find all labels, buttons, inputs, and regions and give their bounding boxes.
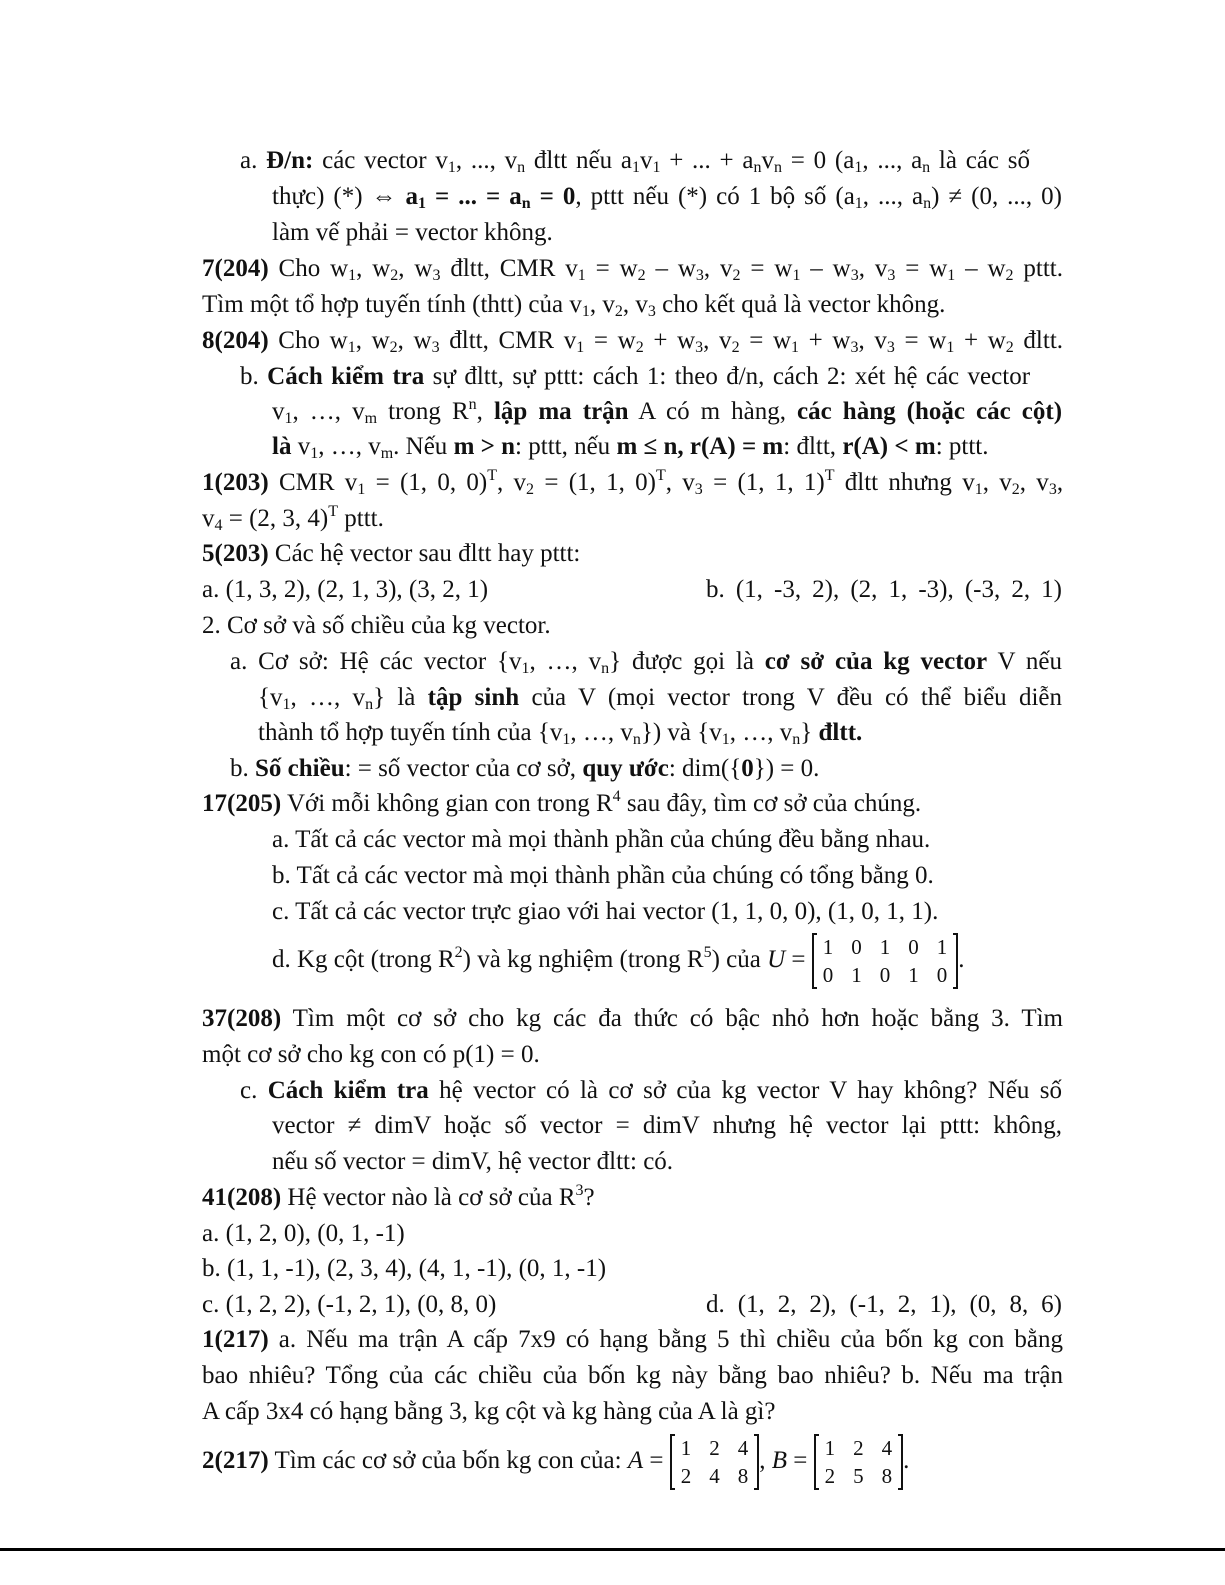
basis-check-line-1: c. Cách kiểm tra hệ vector có là cơ sở của kg vector V hay không? Nếu số bbox=[240, 1077, 1062, 1104]
matrix-U-cell: 0 bbox=[908, 935, 919, 960]
exercise-1-217-line-2: bao nhiêu? Tổng của các chiều của bốn kg này bằng bao nhiêu? b. Nếu ma trận bbox=[202, 1362, 1063, 1389]
exercise-41-208-option-b: b. (1, 1, -1), (2, 3, 4), (4, 1, -1), (0, 1, -1) bbox=[202, 1255, 607, 1282]
exercise-5-203-option-b: b. (1, -3, 2), (2, 1, -3), (-3, 2, 1) bbox=[706, 576, 1062, 603]
exercise-5-203: 5(203) Các hệ vector sau đltt hay pttt: bbox=[202, 540, 581, 567]
exercise-8-204: 8(204) Cho $w_1$, $w_2$, $w_3$ đltt, CMR $v_1 = w_2 + w_3$, $v_2 = w_1 + w_3$, $v_3 = w_1 + w_2$ đltt. bbox=[202, 327, 1063, 356]
exercise-1-203-line-1: 1(203) CMR $v_1 = (1$, 0, 0)$^T$, $v_2 = (1$, 1, 0)$^T$, $v_3 = (1$, 1, 1)$^T$ đltt nhưng $v_1$, $v_2$, $v_3$, bbox=[202, 468, 1063, 498]
matrix-B-cell: 8 bbox=[881, 1464, 893, 1489]
exercise-7-204-line-1: 7(204) Cho $w_1$, $w_2$, $w_3$ đltt, CMR $v_1 = w_2 - w_3$, $v_2 = w_1 - w_3$, $v_3 = w_1 - w_2$ pttt. bbox=[202, 255, 1063, 284]
matrix-B-cell: 1 bbox=[824, 1436, 836, 1461]
exercise-17-205-item-d: d. Kg cột (trong $R^2$) và kg nghiệm (trong $R^5$) của U = 1 0 1 0 1 0 1 0 1 0 . bbox=[272, 935, 965, 988]
line-definition-1: a. Đ/n: các vector $v_1$, ..., $v_n$ đltt nếu $a_1v_1$ + ... + $a_nv_n = 0$ ($a_1$, ..., $a_n$ là các số bbox=[240, 147, 1030, 176]
basis-definition-line-3: thành tổ hợp tuyến tính của {$v_1$, …, $v_n$}) và {$v_1$, …, $v_n$} đltt. bbox=[258, 719, 863, 748]
matrix-U-cell: 0 bbox=[822, 963, 834, 988]
matrix-B-cell: 4 bbox=[881, 1436, 893, 1461]
matrix-A-cell: 8 bbox=[737, 1464, 749, 1489]
matrix-A-cell: 4 bbox=[737, 1436, 749, 1461]
exercise-17-205: 17(205) Với mỗi không gian con trong $R^4$ sau đây, tìm cơ sở của chúng. bbox=[202, 788, 922, 817]
matrix-B-row bbox=[815, 1434, 903, 1462]
matrix-U-cell: 1 bbox=[936, 935, 948, 960]
check-method-line-2: $v_1$, …, $v_m$ trong $R^n$, lập ma trận A có m hàng, các hàng (hoặc các cột) bbox=[272, 397, 1062, 427]
exercise-41-208-option-d: d. (1, 2, 2), (-1, 2, 1), (0, 8, 6) bbox=[706, 1291, 1062, 1318]
matrix-B-cell: 2 bbox=[853, 1436, 864, 1461]
footer-rule bbox=[0, 1548, 1225, 1551]
matrix-B-row bbox=[815, 1462, 903, 1490]
exercise-37-208-line-2: một cơ sở cho kg con có p(1) = 0. bbox=[202, 1041, 540, 1068]
basis-definition-line-2: {$v_1$, …, $v_n$} là tập sinh của V (mọi vector trong V đều có thể biểu diễn bbox=[258, 684, 1062, 713]
exercise-17-205-item-a: a. Tất cả các vector mà mọi thành phần của chúng đều bằng nhau. bbox=[272, 826, 931, 853]
matrix-U-cell: 1 bbox=[851, 963, 862, 988]
matrix-U-cell: 1 bbox=[908, 963, 919, 988]
matrix-U-cell: 0 bbox=[851, 935, 862, 960]
matrix-A bbox=[670, 1434, 760, 1490]
matrix-U bbox=[812, 933, 959, 989]
matrix-U-row bbox=[813, 933, 958, 961]
matrix-B bbox=[814, 1434, 904, 1490]
exercise-1-217-line-3: A cấp 3x4 có hạng bằng 3, kg cột và kg hàng của A là gì? bbox=[202, 1398, 776, 1425]
matrix-U-cell: 1 bbox=[822, 935, 834, 960]
exercise-7-204-line-2: Tìm một tổ hợp tuyến tính (thtt) của $v_1$, $v_2$, $v_3$ cho kết quả là vector không. bbox=[202, 291, 946, 320]
exercise-2-217: 2(217) Tìm các cơ sở của bốn kg con của: A = 1 2 4 2 4 8 , B = 1 2 4 2 5 8 . bbox=[202, 1436, 910, 1489]
exercise-17-205-item-b: b. Tất cả các vector mà mọi thành phần của chúng có tổng bằng 0. bbox=[272, 862, 934, 889]
check-method-line-3: là $v_1$, …, $v_m$. Nếu m > n: pttt, nếu m ≤ n, r(A) = m: đltt, r(A) < m: pttt. bbox=[272, 433, 989, 462]
matrix-B-cell: 5 bbox=[853, 1464, 864, 1489]
matrix-U-cell: 0 bbox=[936, 963, 948, 988]
basis-check-line-3: nếu số vector = dimV, hệ vector đltt: có. bbox=[272, 1148, 674, 1175]
check-method-line-1: b. Cách kiểm tra sự đltt, sự pttt: cách 1: theo đ/n, cách 2: xét hệ các vector bbox=[240, 363, 1030, 390]
exercise-17-205-item-c: c. Tất cả các vector trực giao với hai vector (1, 1, 0, 0), (1, 0, 1, 1). bbox=[272, 898, 939, 925]
exercise-5-203-option-a: a. (1, 3, 2), (2, 1, 3), (3, 2, 1) bbox=[202, 576, 489, 603]
line-definition-2: thực) (*) ⇔ $a_1$ = ... = $a_n = 0$, pttt nếu (*) có 1 bộ số ($a_1$, ..., $a_n) \ne (0$, ..., 0) bbox=[272, 183, 1062, 212]
basis-definition-line-1: a. Cơ sở: Hệ các vector {$v_1$, …, $v_n$} được gọi là cơ sở của kg vector V nếu bbox=[230, 648, 1062, 677]
section-2-heading: 2. Cơ sở và số chiều của kg vector. bbox=[202, 612, 551, 639]
matrix-U-cell: 1 bbox=[879, 935, 891, 960]
exercise-1-203-line-2: $v_4 = (2$, 3, 4)$^T$ pttt. bbox=[202, 503, 384, 534]
matrix-B-cell: 2 bbox=[824, 1464, 836, 1489]
exercise-41-208-option-a: a. (1, 2, 0), (0, 1, -1) bbox=[202, 1220, 405, 1247]
exercise-41-208-option-c: c. (1, 2, 2), (-1, 2, 1), (0, 8, 0) bbox=[202, 1291, 497, 1318]
matrix-A-row bbox=[671, 1434, 759, 1462]
matrix-A-row bbox=[671, 1462, 759, 1490]
exercise-41-208: 41(208) Hệ vector nào là cơ sở của $R^3$? bbox=[202, 1182, 595, 1211]
matrix-A-cell: 1 bbox=[680, 1436, 692, 1461]
basis-check-line-2: vector ≠ dimV hoặc số vector = dimV nhưng hệ vector lại pttt: không, bbox=[272, 1112, 1062, 1139]
line-definition-3: làm vế phải = vector không. bbox=[272, 219, 553, 246]
exercise-37-208-line-1: 37(208) Tìm một cơ sở cho kg các đa thức có bậc nhỏ hơn hoặc bằng 3. Tìm bbox=[202, 1005, 1063, 1032]
matrix-A-cell: 2 bbox=[709, 1436, 720, 1461]
matrix-U-row bbox=[813, 961, 958, 989]
matrix-A-cell: 2 bbox=[680, 1464, 692, 1489]
dimension-definition: b. Số chiều: = số vector của cơ sở, quy ước: dim({0}) = 0. bbox=[230, 755, 820, 782]
matrix-A-cell: 4 bbox=[709, 1464, 720, 1489]
exercise-1-217-line-1: 1(217) a. Nếu ma trận A cấp 7x9 có hạng bằng 5 thì chiều của bốn kg con bằng bbox=[202, 1326, 1063, 1353]
matrix-U-cell: 0 bbox=[879, 963, 891, 988]
